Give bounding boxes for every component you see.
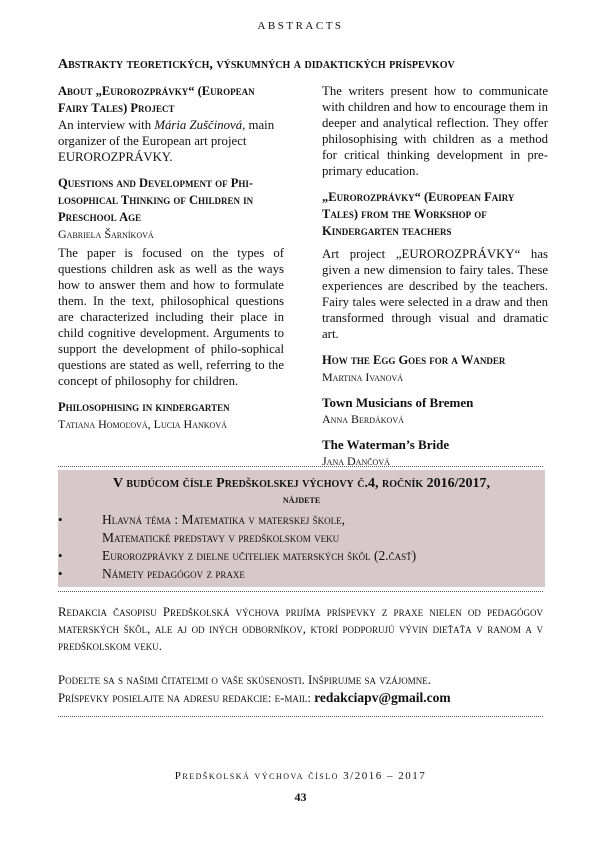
list-item-text: Eurorozprávky z dielne učiteliek materských škôl (2.časť)	[102, 548, 417, 563]
article-title	[322, 189, 548, 240]
section-title: Abstrakty teoretických, výskumných a didaktických príspevkov	[58, 57, 455, 72]
running-footer: Predškolská výchova číslo 3/2016 – 2017	[174, 770, 427, 782]
right-column	[322, 83, 548, 472]
list-item-text: Námety pedagógov z praxe	[102, 566, 245, 581]
article-title	[58, 175, 284, 226]
article-body: Art project „EUROROZPRÁVKY“ has given a new dimension to fairy tales. These experiences are described by the teachers. Fairy tales were selected in a draw and then transformed through visual and dramatic art.	[322, 247, 548, 341]
dotted-divider	[58, 466, 543, 467]
next-issue-box	[58, 470, 545, 587]
article-author: Anna Berdáková	[322, 412, 404, 426]
article-title: How the Egg Goes for a Wander	[322, 353, 506, 367]
list-item	[58, 547, 545, 565]
title-line: About „Eurorozprávky“ (European	[58, 84, 255, 98]
contribution-info	[58, 672, 543, 707]
article-title: Town Musicians of Bremen	[322, 395, 474, 410]
article-body: The paper is focused on the types of questions children ask as well as the ways how to answer them and how to formulate them. In the text, philosophical questions are characterized including their place in child cognitive development. Arguments to support the development of philo-sophical questions are stated as well, referring to the concept of philosophy for children.	[58, 246, 284, 388]
title-line: Fairy Tales) Project	[58, 101, 175, 115]
next-issue-subtitle: nájdete	[282, 492, 321, 506]
article-title: The Waterman’s Bride	[322, 437, 450, 452]
title-line: Tales) from the Workshop of	[322, 207, 487, 221]
left-column	[58, 83, 284, 435]
body-text: An interview with	[58, 118, 155, 132]
title-line: Preschool Age	[58, 210, 142, 224]
bullet-icon: •	[58, 548, 63, 563]
article-author: Tatiana Homoľová, Lucia Hanková	[58, 417, 227, 431]
dotted-divider	[58, 591, 543, 592]
title-line: Kindergarten teachers	[322, 224, 452, 238]
next-issue-title: V budúcom čísle Predškolskej výchovy č.4, ročník 2016/2017,	[113, 476, 490, 491]
list-item-text: Matematické predstavy v predškolskom veku	[102, 530, 340, 545]
next-issue-list	[58, 511, 545, 583]
dotted-divider	[58, 716, 543, 717]
share-text: Príspevky posielajte na adresu redakcie: e-mail:	[58, 691, 315, 705]
article-title	[58, 83, 284, 117]
list-item	[58, 511, 545, 529]
share-line	[58, 689, 543, 707]
bullet-icon: •	[58, 566, 63, 581]
list-item	[58, 529, 545, 547]
list-item	[58, 565, 545, 583]
share-line: Podeľte sa s našimi čitateľmi o vaše skúsenosti. Inšpirujme sa vzájomne.	[58, 673, 431, 687]
title-line: „Eurorozprávky“ (European Fairy	[322, 190, 515, 204]
page-number: 43	[294, 790, 307, 804]
title-line: losophical Thinking of Children in	[58, 193, 254, 207]
title-line: Questions and Development of Phi-	[58, 176, 254, 190]
list-item-text: Hlavná téma : Matematika v materskej škole,	[102, 512, 345, 527]
article-author: Martina Ivanová	[322, 370, 404, 384]
article-body	[58, 117, 284, 165]
running-header: ABSTRACTS	[257, 20, 344, 32]
editorial-notice: Redakcia časopisu Predškolská výchova prijíma príspevky z praxe nielen od pedagógov materských škôl, ale aj od iných odborníkov, ktorí podporujú vývin dieťaťa v ranom a v predškolskom veku.	[58, 605, 543, 653]
bullet-icon: •	[58, 512, 63, 527]
article-author: Gabriela Šarníková	[58, 227, 154, 241]
email-address: redakciapv@gmail.com	[314, 690, 451, 705]
article-title: Philosophising in kindergarten	[58, 400, 230, 414]
article-author: Jana Dančová	[322, 454, 390, 468]
interviewee-name: Mária Zuščinová	[154, 118, 243, 132]
body-text: , main organizer of the European art project EUROROZPRÁVKY.	[58, 118, 275, 164]
article-body: The writers present how to communicate with children and how to encourage them in deeper and analytical reflection. They offer philosophising with children as a method for critical thinking development in pre-primary education.	[322, 84, 548, 178]
